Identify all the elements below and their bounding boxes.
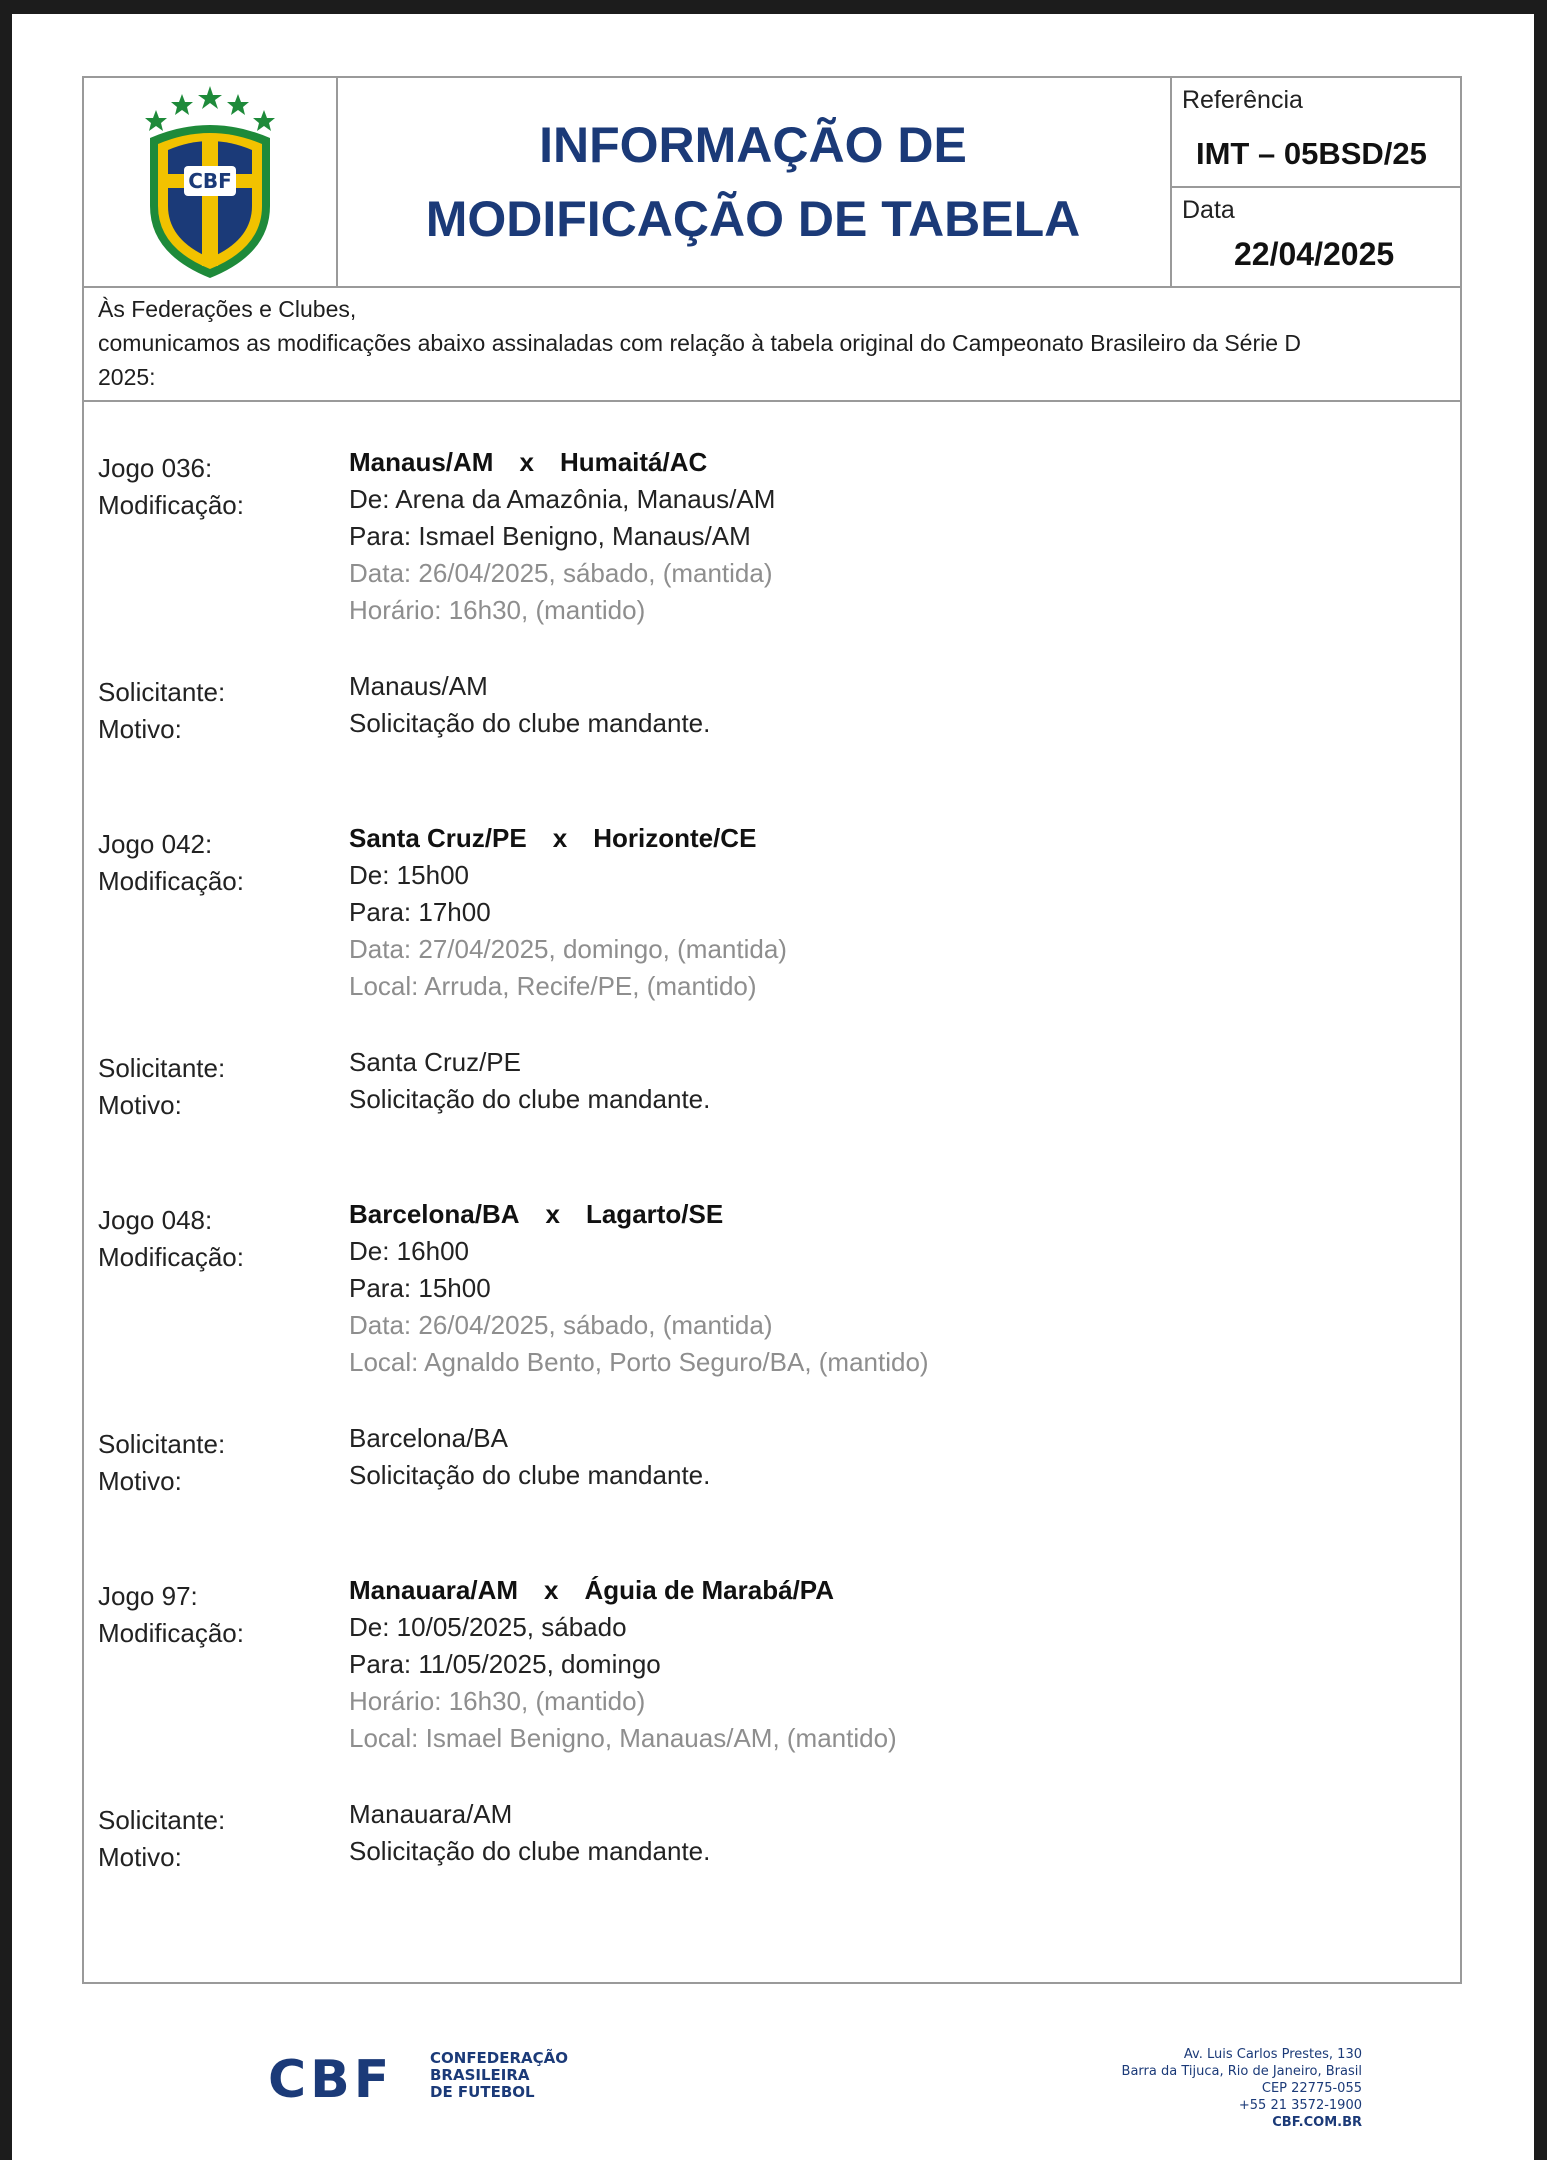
reason-label: Motivo: [98, 714, 182, 744]
footer-conf-line-2: BRASILEIRA [430, 2066, 530, 2084]
footer-website: CBF.COM.BR [1272, 2115, 1362, 2130]
home-team: Barcelona/BA [349, 1199, 520, 1229]
change-to: Para: Ismael Benigno, Manaus/AM [349, 521, 751, 551]
cbf-crest [84, 78, 336, 286]
document-page [12, 14, 1534, 2160]
kept-info-1: Data: 27/04/2025, domingo, (mantida) [349, 934, 787, 964]
footer-address [1122, 2046, 1362, 2131]
reason-value: Solicitação do clube mandante. [349, 1460, 711, 1490]
reason-value: Solicitação do clube mandante. [349, 1836, 711, 1866]
versus: x [519, 447, 534, 477]
document-title [336, 78, 1170, 286]
modification-label: Modificação: [98, 866, 244, 896]
game-number: Jogo 048: [98, 1205, 213, 1235]
change-to: Para: 15h00 [349, 1273, 491, 1303]
modification-label: Modificação: [98, 1618, 244, 1648]
footer-address-phone: +55 21 3572-1900 [1238, 2098, 1362, 2113]
kept-info-1: Horário: 16h30, (mantido) [349, 1686, 646, 1716]
header-divider [84, 286, 1460, 288]
date-label: Data [1182, 196, 1235, 224]
intro-text [98, 292, 1448, 394]
footer-confederation-name [430, 2050, 568, 2101]
title-line-1: INFORMAÇÃO DE [539, 117, 967, 173]
reason-value: Solicitação do clube mandante. [349, 1084, 711, 1114]
away-team: Lagarto/SE [585, 1199, 724, 1229]
intro-line-2: comunicamos as modificações abaixo assinaladas com relação à tabela original do Campeonato Brasileiro da Série D [98, 330, 1302, 356]
reason-value: Solicitação do clube mandante. [349, 708, 711, 738]
requester-value: Manaus/AM [349, 671, 488, 701]
crest-label: CBF [188, 169, 232, 193]
requester-value: Manauara/AM [349, 1799, 513, 1829]
requester-value: Santa Cruz/PE [349, 1047, 521, 1077]
game-number: Jogo 042: [98, 829, 213, 859]
change-to: Para: 17h00 [349, 897, 491, 927]
change-from: De: Arena da Amazônia, Manaus/AM [349, 484, 776, 514]
requester-value: Barcelona/BA [349, 1423, 508, 1453]
versus: x [544, 1575, 559, 1605]
reason-label: Motivo: [98, 1842, 182, 1872]
reason-label: Motivo: [98, 1090, 182, 1120]
modification-label: Modificação: [98, 490, 244, 520]
intro-divider [84, 400, 1460, 402]
game-number: Jogo 036: [98, 453, 213, 483]
reference-value: IMT – 05BSD/25 [1196, 136, 1427, 171]
footer-address-city: Barra da Tijuca, Rio de Janeiro, Brasil [1121, 2064, 1362, 2079]
kept-info-1: Data: 26/04/2025, sábado, (mantida) [349, 1310, 773, 1340]
change-from: De: 10/05/2025, sábado [349, 1612, 627, 1642]
versus: x [545, 1199, 560, 1229]
requester-label: Solicitante: [98, 677, 226, 707]
home-team: Manauara/AM [349, 1575, 519, 1605]
change-from: De: 16h00 [349, 1236, 469, 1266]
ref-date-divider [1170, 186, 1460, 188]
document-frame [82, 76, 1462, 1984]
away-team: Humaitá/AC [559, 447, 708, 477]
footer-conf-line-1: CONFEDERAÇÃO [430, 2049, 569, 2067]
versus: x [552, 823, 568, 853]
match-teams [349, 820, 756, 857]
footer-address-street: Av. Luis Carlos Prestes, 130 [1183, 2047, 1362, 2062]
away-team: Horizonte/CE [593, 823, 757, 853]
kept-info-2: Horário: 16h30, (mantido) [349, 595, 646, 625]
requester-label: Solicitante: [98, 1053, 226, 1083]
change-to: Para: 11/05/2025, domingo [349, 1649, 661, 1679]
match-teams [349, 444, 707, 481]
modification-label: Modificação: [98, 1242, 244, 1272]
reference-label: Referência [1182, 86, 1303, 114]
change-from: De: 15h00 [349, 860, 469, 890]
ref-divider [1170, 78, 1172, 286]
match-teams [349, 1196, 723, 1233]
intro-line-1: Às Federações e Clubes, [98, 296, 357, 322]
kept-info-2: Local: Arruda, Recife/PE, (mantido) [349, 971, 757, 1001]
footer-cbf-logo: CBF [268, 2050, 394, 2110]
kept-info-1: Data: 26/04/2025, sábado, (mantida) [349, 558, 773, 588]
home-team: Manaus/AM [349, 447, 494, 477]
home-team: Santa Cruz/PE [349, 823, 527, 853]
intro-line-3: 2025: [98, 364, 156, 390]
game-number: Jogo 97: [98, 1581, 198, 1611]
away-team: Águia de Marabá/PA [584, 1575, 834, 1605]
title-line-2: MODIFICAÇÃO DE TABELA [425, 191, 1081, 247]
footer-address-cep: CEP 22775-055 [1261, 2081, 1362, 2096]
kept-info-2: Local: Agnaldo Bento, Porto Seguro/BA, (mantido) [349, 1347, 929, 1377]
requester-label: Solicitante: [98, 1429, 226, 1459]
reason-label: Motivo: [98, 1466, 182, 1496]
match-teams [349, 1572, 834, 1609]
kept-info-2: Local: Ismael Benigno, Manauas/AM, (mantido) [349, 1723, 897, 1753]
footer-conf-line-3: DE FUTEBOL [430, 2083, 535, 2101]
date-value: 22/04/2025 [1234, 236, 1395, 272]
requester-label: Solicitante: [98, 1805, 226, 1835]
